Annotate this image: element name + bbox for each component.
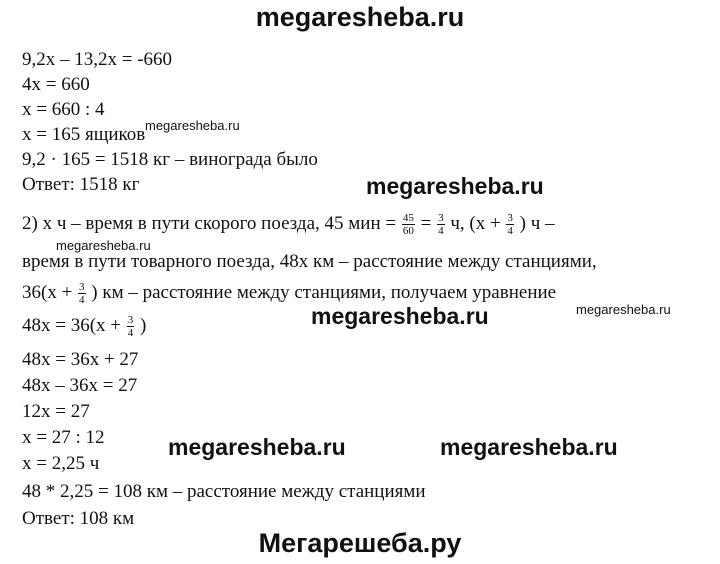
equation-line: 48 * 2,25 = 108 км – расстояние между станциями <box>22 481 426 502</box>
equation-line: 48x – 36x = 27 <box>22 375 138 396</box>
fraction-3-4 <box>506 212 514 237</box>
fraction-denominator: 4 <box>507 225 513 238</box>
problem-text-line: время в пути товарного поезда, 48x км – расстояние между станциями, <box>22 251 597 272</box>
equation-line: x = 165 ящиков <box>22 124 146 145</box>
answer-line: Ответ: 108 км <box>22 508 135 529</box>
text-fragment: ) км – расстояние между станциями, получаем уравнение <box>91 282 557 303</box>
fraction-numerator: 3 <box>507 212 513 225</box>
fraction-denominator: 60 <box>402 225 414 238</box>
fraction-3-4 <box>78 281 86 306</box>
watermark-center: megaresheba.ru <box>311 303 489 329</box>
equation-line: 4x = 660 <box>22 74 90 95</box>
fraction-numerator: 3 <box>79 281 85 294</box>
watermark-mid-right: megaresheba.ru <box>366 173 544 199</box>
answer-line: Ответ: 1518 кг <box>22 174 140 195</box>
text-fragment: 36(x + <box>22 282 73 303</box>
equation-line: 48x = 36x + 27 <box>22 349 139 370</box>
fraction-numerator: 3 <box>438 212 444 225</box>
fraction-denominator: 4 <box>79 294 85 307</box>
watermark-footer: Мегарешеба.ру <box>258 528 462 558</box>
watermark-header: megaresheba.ru <box>255 2 465 32</box>
watermark-lower-left: megaresheba.ru <box>168 434 346 460</box>
text-fragment: ) ч – <box>519 213 555 234</box>
text-fragment: 2) x ч – время в пути скорого поезда, 45 мин = <box>22 213 397 234</box>
text-fragment: ) <box>140 315 147 336</box>
equation-line: x = 2,25 ч <box>22 453 100 474</box>
watermark-small: megaresheba.ru <box>145 118 240 133</box>
watermark-small: megaresheba.ru <box>56 238 151 253</box>
fraction-3-4 <box>127 314 135 339</box>
text-fragment: ч, (x + <box>450 213 501 234</box>
fraction-denominator: 4 <box>438 225 444 238</box>
watermark-small: megaresheba.ru <box>576 302 671 317</box>
equation-line: x = 660 : 4 <box>22 99 105 120</box>
fraction-numerator: 45 <box>402 212 414 225</box>
fraction-45-60 <box>402 212 415 237</box>
fraction-numerator: 3 <box>127 314 134 327</box>
text-fragment: 48x = 36(x + <box>22 315 122 336</box>
problem-text-line <box>22 212 555 237</box>
fraction-denominator: 4 <box>127 327 134 340</box>
fraction-3-4 <box>437 212 445 237</box>
equation-line: x = 27 : 12 <box>22 427 105 448</box>
watermark-lower-right: megaresheba.ru <box>440 434 618 460</box>
equals-sign: = <box>420 213 432 234</box>
equation-line: 9,2 · 165 = 1518 кг – винограда было <box>22 149 318 170</box>
equation-line: 9,2x – 13,2x = -660 <box>22 49 173 70</box>
equation-line <box>22 314 146 339</box>
equation-line: 12x = 27 <box>22 401 90 422</box>
